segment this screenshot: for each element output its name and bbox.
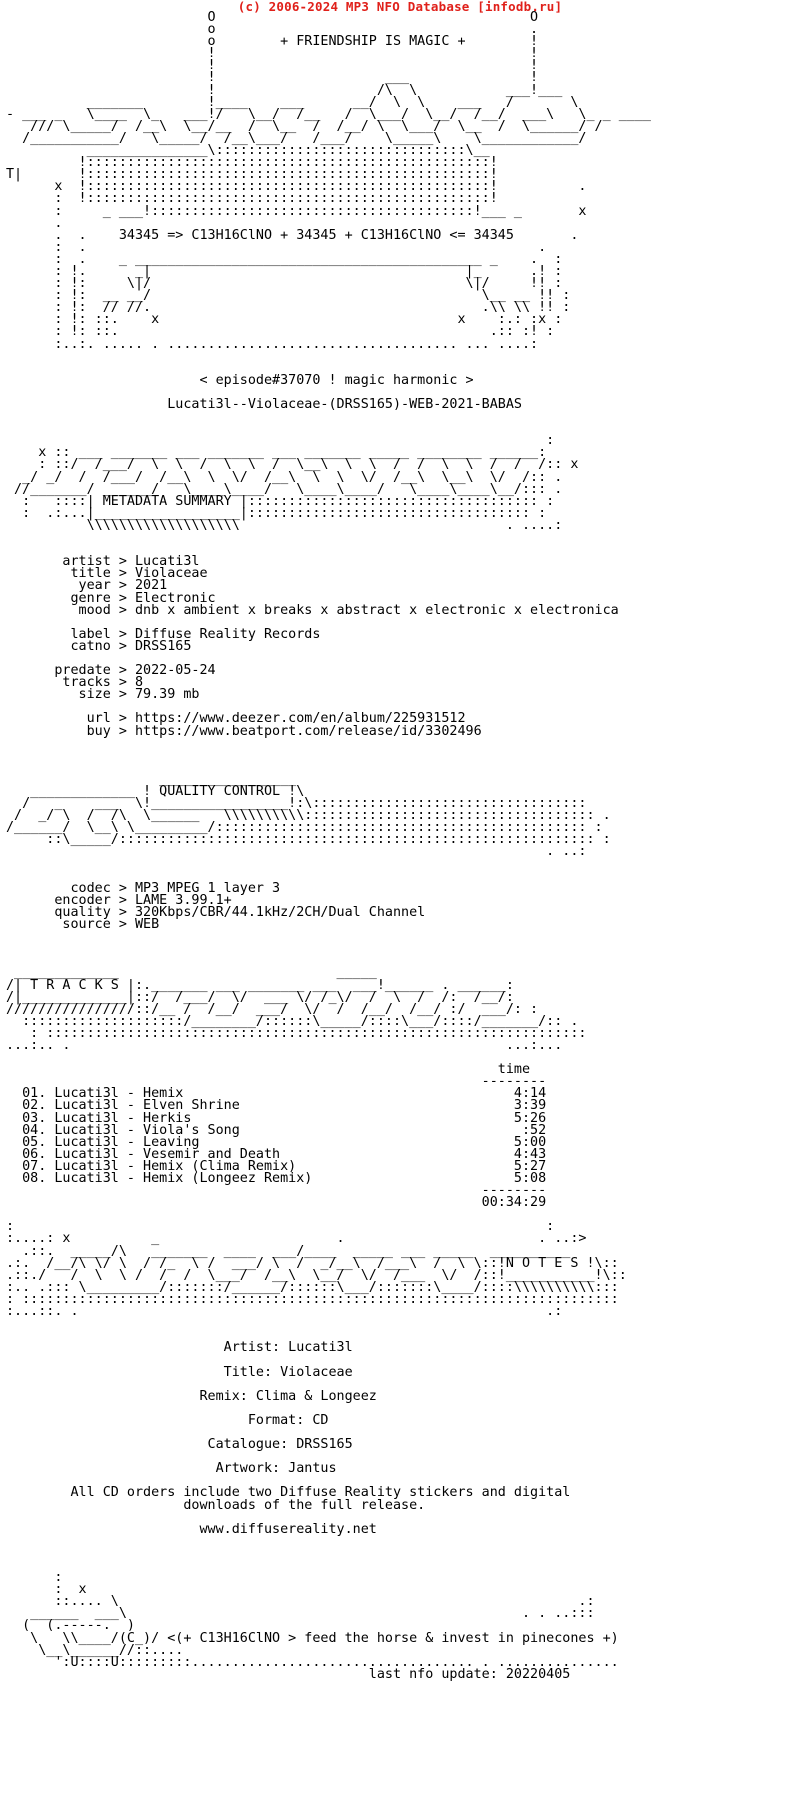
banner-suffix: ] [554, 0, 563, 14]
infodb-link[interactable]: infodb.ru [484, 0, 555, 14]
banner-prefix: (c) 2006-2024 MP3 NFO Database [ [237, 0, 485, 14]
nfo-ascii-document: O O o . o + FRIENDSHIP IS MAGIC + ! ! ! ! ! ! ___ ! ! /\ \ ___!___ _______ !____ ___ __/ \ \ ___ / \ - ___ _ \____ \_ ___!/ \__/ /__ / \___/ \__/ /__/ ___\ \_ _ ____ /// \_____/ /__\ \__/__ / \__ / /__/ \ \___/ \__ / \______/ / /___________/ \_____/ /__\___/ /___/ \_____\ \____________/ _______________\:::::::::::::::::::::::::::::::\__ !::::::::::::::::::::::::::::::::::::::::::::::::::! T| !::::::::::::::::::::::::::::::::::::::::::::::::::! x !::::::::::::::::::::::::::::::::::::::::::::::::::! . : !::::::::::::::::::::::::::::::::::::::::::::::::::! : _ ___!::::::::::::::::::::::::::::::::::::::::!___ _ x . . . 34345 => C13H16ClNO + 34345 + C13H16ClNO <= 34345 . : . . : . _ ___________________________________________ _ . : : !. _| |_ .! : : !: \|/ \|/ !! : : !: __ __/ \__ __ !! : : !: // //. .\\ \\ !! : : !: ::. x x :.: :x : : !: ::. .:: :! : :..:. ..... . .................................... ... ....: < episode#37070 ! magic harmonic > Lucati3l--Violaceae-(DRSS165)-WEB-2021-BABAS : x :: ___ _______ ___ _______ ___ _______ _____ ________ ______: : ::/ /___/ \ \ / \ \ / \__\ \ \ / / \ \ / / /:: x _/ _/ / /___/ /__\ \ \/ /__\ \ \ \/ /__\ \__\ \/ /:: . //_______/ ______/ \____\____/ \____\____/ \____\____\__/::: . : ::::| METADATA SUMMARY |:::::::::::::::::::::::::::::::::::: : : .:...|__________________|::::::::::::::::::::::::::::::::::: : \\\\\\\\\\\\\\\\\\\ . ....: artist > Lucati3l title > Violaceae year > 2021 genre > Electronic mood > dnb x ambient x breaks x abstract x electronic x electronica label > Diffuse Reality Records catno > DRSS165 predate > 2022-05-24 tracks > 8 size > 79.39 mb url > https://www.deezer.com/en/album/225931512 buy > https://www.beatport.com/release/id/3302496 _________________ _____________ ! QUALITY CONTROL !\ / _ ___ \!_________________!:\:::::::::::::::::::::::::::::::::: / _/ \ / /\ \______ \\\\\\\\\\:::::::::::::::::::::::::::::::::::: . /______/ \__\ \_________/:::::::::::::::::::::::::::::::::::::::::::::: : ::\_____/::::::::::::::::::::::::::::::::::::::::::::::::::::::::::: : . ..: codec > MP3 MPEG 1 layer 3 encoder > LAME 3.99.1+ quality > 320Kbps/CBR/44.1kHz/2CH/Dual Channel source > WEB _____________ _____ /| T R A C K S |:._______ ___ _______ ___ ___!______ . ______: /|_____________|::/ /___/ \/ ___ \/ /_\/ / \ / /: /__/: ////////////////::/__ / /__/ ___/ \/ / /__/ /__/ :/ ___/: : ::::::::::::::::::::/________/::::::\_____/::::\___/::::/_______/:: . : ::::::::::::::::::::::::::::::::::::::::::::::::::::::::::::::::::: ...:.. . ...:... time -------- 01. Lucati3l - Hemix 4:14 02. Lucati3l - Elven Shrine 3:39 03. Lucati3l - Herkis 5:26 04. Lucati3l - Viola's Song :52 05. Lucati3l - Leaving 5:00 06. Lucati3l - Vesemir and Death 4:43 07. Lucati3l - Hemix (Clima Remix) 5:27 08. Lucati3l - Hemix (Longeez Remix) 5:08 -------- 00:34:29 : : :....: x _ . . ..:> .::. _____/\ _______ ____ ___/____ _____ ___ _____ __________ .:. /__/\ \/ \ / /_ \ / ___/ \ / _/__\ /___\ / \ \::!N O T E S !\:: .::./ / \ \ / / / \___/ /__\ \__/ \/ /___ \/ /::!___________!\:: :.. .::: \_________/:::::::/______/::::::\___/:::::::\____/::::\\\\\\\\\\::: : :::::::::::::::::::::::::::::::::::::::::::::::::::::::::::::::::::::::::: :...::. . .: Artist: Lucati3l Title: Violaceae Remix: Clima & Longeez Format: CD Catalogue: DRSS165 Artwork: Jantus All CD orders include two Diffuse Reality stickers and digital downloads of the full release. www.diffusereality.net : : x ::.... \ .: ______ ___\ . . ..::: ( (.-----. ) \ \\____/(C_)/ <(+ C13H16ClNO > feed the horse & invest in pinecones +) \__\______//::.... ':U::::U:::::::::................................... . ............... last nfo update: 20220405 [6, 10, 651, 1682]
